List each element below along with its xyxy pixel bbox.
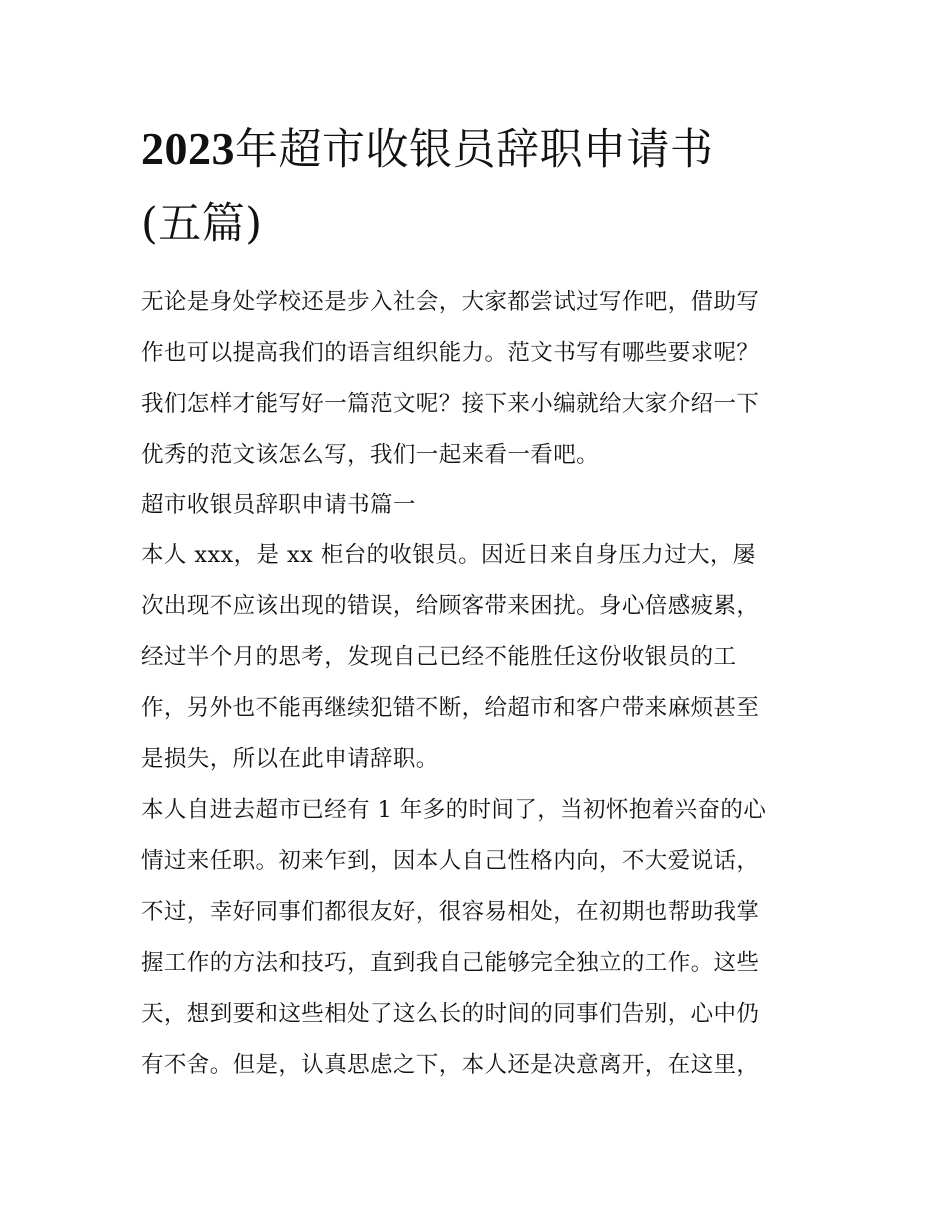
paragraph-line: 天，想到要和这些相处了这么长的时间的同事们告别，心中仍 [141, 1001, 760, 1027]
intro-line: 我们怎样才能写好一篇范文呢？接下来小编就给大家介绍一下 [141, 391, 760, 417]
paragraph-line: 有不舍。但是，认真思虑之下，本人还是决意离开，在这里， [141, 1052, 760, 1078]
paragraph-line: 作，另外也不能再继续犯错不断，给超市和客户带来麻烦甚至 [141, 695, 760, 721]
title-year: 2023 [141, 123, 235, 174]
paragraph-line: 本人 xxx，是 xx 柜台的收银员。因近日来自身压力过大，屡 [141, 542, 756, 568]
title-text: 年超市收银员辞职申请书 [235, 125, 714, 175]
paragraph-line: 不过，幸好同事们都很友好，很容易相处，在初期也帮助我掌 [141, 899, 760, 925]
section-heading: 超市收银员辞职申请书篇一 [141, 492, 416, 518]
paragraph-1 [141, 530, 813, 785]
title-line-2: (五篇) [141, 199, 263, 249]
document-body [141, 277, 813, 1091]
intro-paragraph [141, 277, 813, 481]
paragraph-line: 次出现不应该出现的错误，给顾客带来困扰。身心倍感疲累， [141, 593, 760, 619]
intro-line: 无论是身处学校还是步入社会，大家都尝试过写作吧，借助写 [141, 289, 760, 315]
paragraph-2 [141, 785, 813, 1091]
paragraph-line: 是损失，所以在此申请辞职。 [141, 746, 439, 772]
title-line-1 [141, 112, 813, 187]
document-page [141, 112, 813, 1091]
paragraph-line: 经过半个月的思考，发现自己已经不能胜任这份收银员的工 [141, 644, 737, 670]
paragraph-line: 本人自进去超市已经有 1 年多的时间了，当初怀抱着兴奋的心 [141, 797, 767, 823]
document-title [141, 112, 813, 261]
intro-line: 作也可以提高我们的语言组织能力。范文书写有哪些要求呢？ [141, 340, 760, 366]
paragraph-line: 情过来任职。初来乍到，因本人自己性格内向，不大爱说话， [141, 848, 760, 874]
intro-line: 优秀的范文该怎么写，我们一起来看一看吧。 [141, 442, 600, 468]
paragraph-line: 握工作的方法和技巧，直到我自己能够完全独立的工作。这些 [141, 950, 760, 976]
